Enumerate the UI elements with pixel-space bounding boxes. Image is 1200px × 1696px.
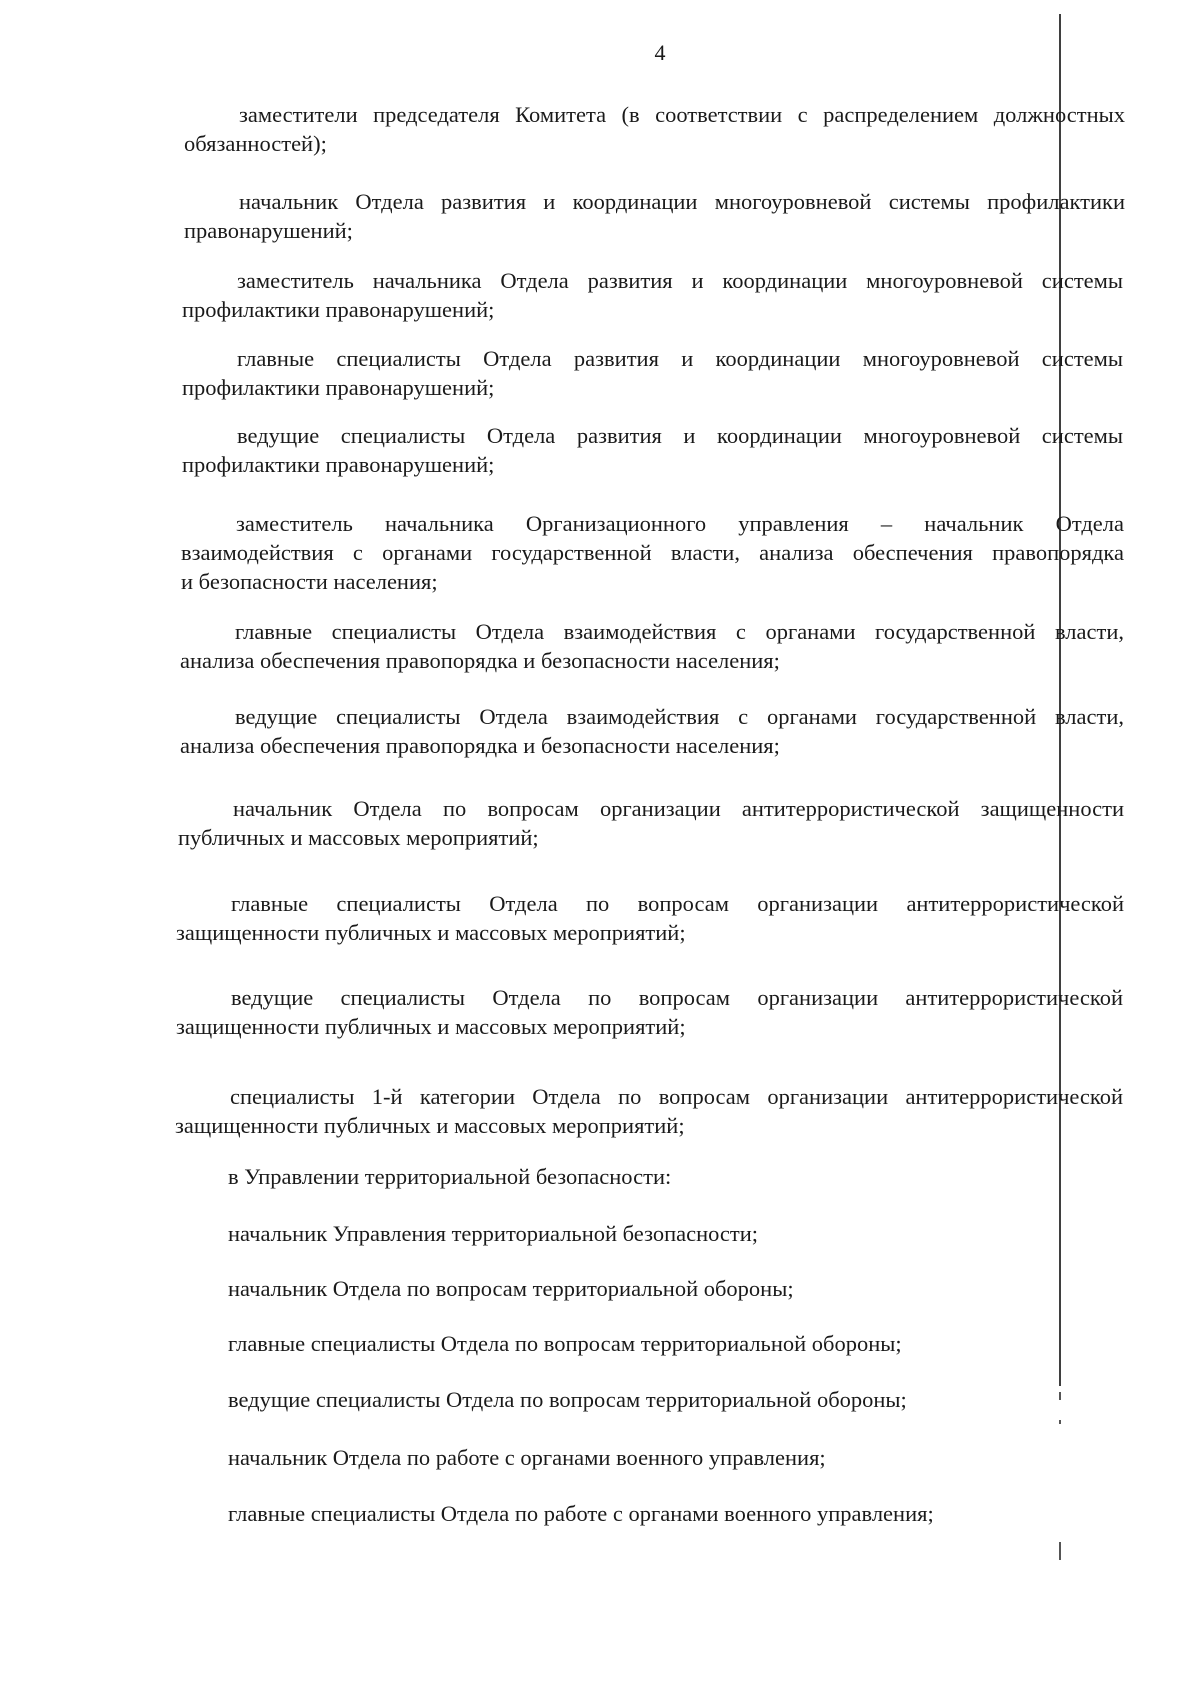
paragraph-line: и безопасности населения; — [181, 569, 438, 594]
paragraph-line: начальник Отдела по вопросам организации антитеррористической защищенности — [233, 796, 1124, 821]
paragraph — [175, 1082, 1123, 1140]
paragraph — [180, 617, 1124, 675]
paragraph-line: заместители председателя Комитета (в соответствии с распределением должностных — [239, 102, 1125, 127]
paragraph-line: анализа обеспечения правопорядка и безопасности населения; — [180, 733, 780, 758]
paragraph-line: начальник Отдела развития и координации многоуровневой системы профилактики — [239, 189, 1125, 214]
scan-artifact — [1059, 1542, 1061, 1560]
list-line: ведущие специалисты Отдела по вопросам территориальной обороны; — [228, 1387, 907, 1412]
paragraph-line: защищенности публичных и массовых мероприятий; — [176, 920, 686, 945]
paragraph-line: профилактики правонарушений; — [182, 375, 495, 400]
list-line: начальник Отдела по вопросам территориальной обороны; — [228, 1276, 794, 1301]
paragraph-line: специалисты 1-й категории Отдела по вопросам организации антитеррористической — [230, 1084, 1123, 1109]
paragraph — [178, 794, 1124, 852]
list-line: начальник Управления территориальной безопасности; — [228, 1221, 759, 1246]
list-line: главные специалисты Отдела по работе с органами военного управления; — [228, 1501, 934, 1526]
paragraph — [181, 509, 1124, 596]
scan-artifact — [1059, 1420, 1061, 1424]
paragraph-line: ведущие специалисты Отдела взаимодействия с органами государственной власти, — [235, 704, 1124, 729]
paragraph-line: главные специалисты Отдела по вопросам организации антитеррористической — [231, 891, 1124, 916]
list-line: начальник Отдела по работе с органами военного управления; — [228, 1445, 826, 1470]
paragraph — [184, 100, 1125, 158]
paragraph-line: ведущие специалисты Отдела по вопросам организации антитеррористической — [231, 985, 1123, 1010]
scan-artifact — [1059, 1392, 1061, 1400]
paragraph-line: взаимодействия с органами государственной власти, анализа обеспечения правопорядка — [181, 540, 1124, 565]
paragraph — [180, 702, 1124, 760]
paragraph-line: ведущие специалисты Отдела развития и координации многоуровневой системы — [237, 423, 1123, 448]
paragraph-line: анализа обеспечения правопорядка и безопасности населения; — [180, 648, 780, 673]
paragraph — [182, 266, 1123, 324]
paragraph-line: обязанностей); — [184, 131, 327, 156]
paragraph-line: заместитель начальника Организационного управления – начальник Отдела — [236, 511, 1124, 536]
paragraph-line: профилактики правонарушений; — [182, 297, 495, 322]
list-line: главные специалисты Отдела по вопросам территориальной обороны; — [228, 1331, 902, 1356]
paragraph-line: защищенности публичных и массовых мероприятий; — [176, 1014, 686, 1039]
paragraph — [176, 983, 1123, 1041]
paragraph-line: публичных и массовых мероприятий; — [178, 825, 539, 850]
page-number: 4 — [654, 40, 666, 65]
paragraph — [182, 344, 1123, 402]
paragraph — [182, 421, 1123, 479]
paragraph — [176, 889, 1124, 947]
paragraph — [184, 187, 1125, 245]
list-line: в Управлении территориальной безопасности: — [228, 1164, 672, 1189]
paragraph-line: профилактики правонарушений; — [182, 452, 495, 477]
paragraph-line: правонарушений; — [184, 218, 353, 243]
paragraph-line: главные специалисты Отдела взаимодействия с органами государственной власти, — [235, 619, 1124, 644]
paragraph-line: заместитель начальника Отдела развития и координации многоуровневой системы — [237, 268, 1123, 293]
paragraph-line: главные специалисты Отдела развития и координации многоуровневой системы — [237, 346, 1123, 371]
paragraph-line: защищенности публичных и массовых мероприятий; — [175, 1113, 685, 1138]
